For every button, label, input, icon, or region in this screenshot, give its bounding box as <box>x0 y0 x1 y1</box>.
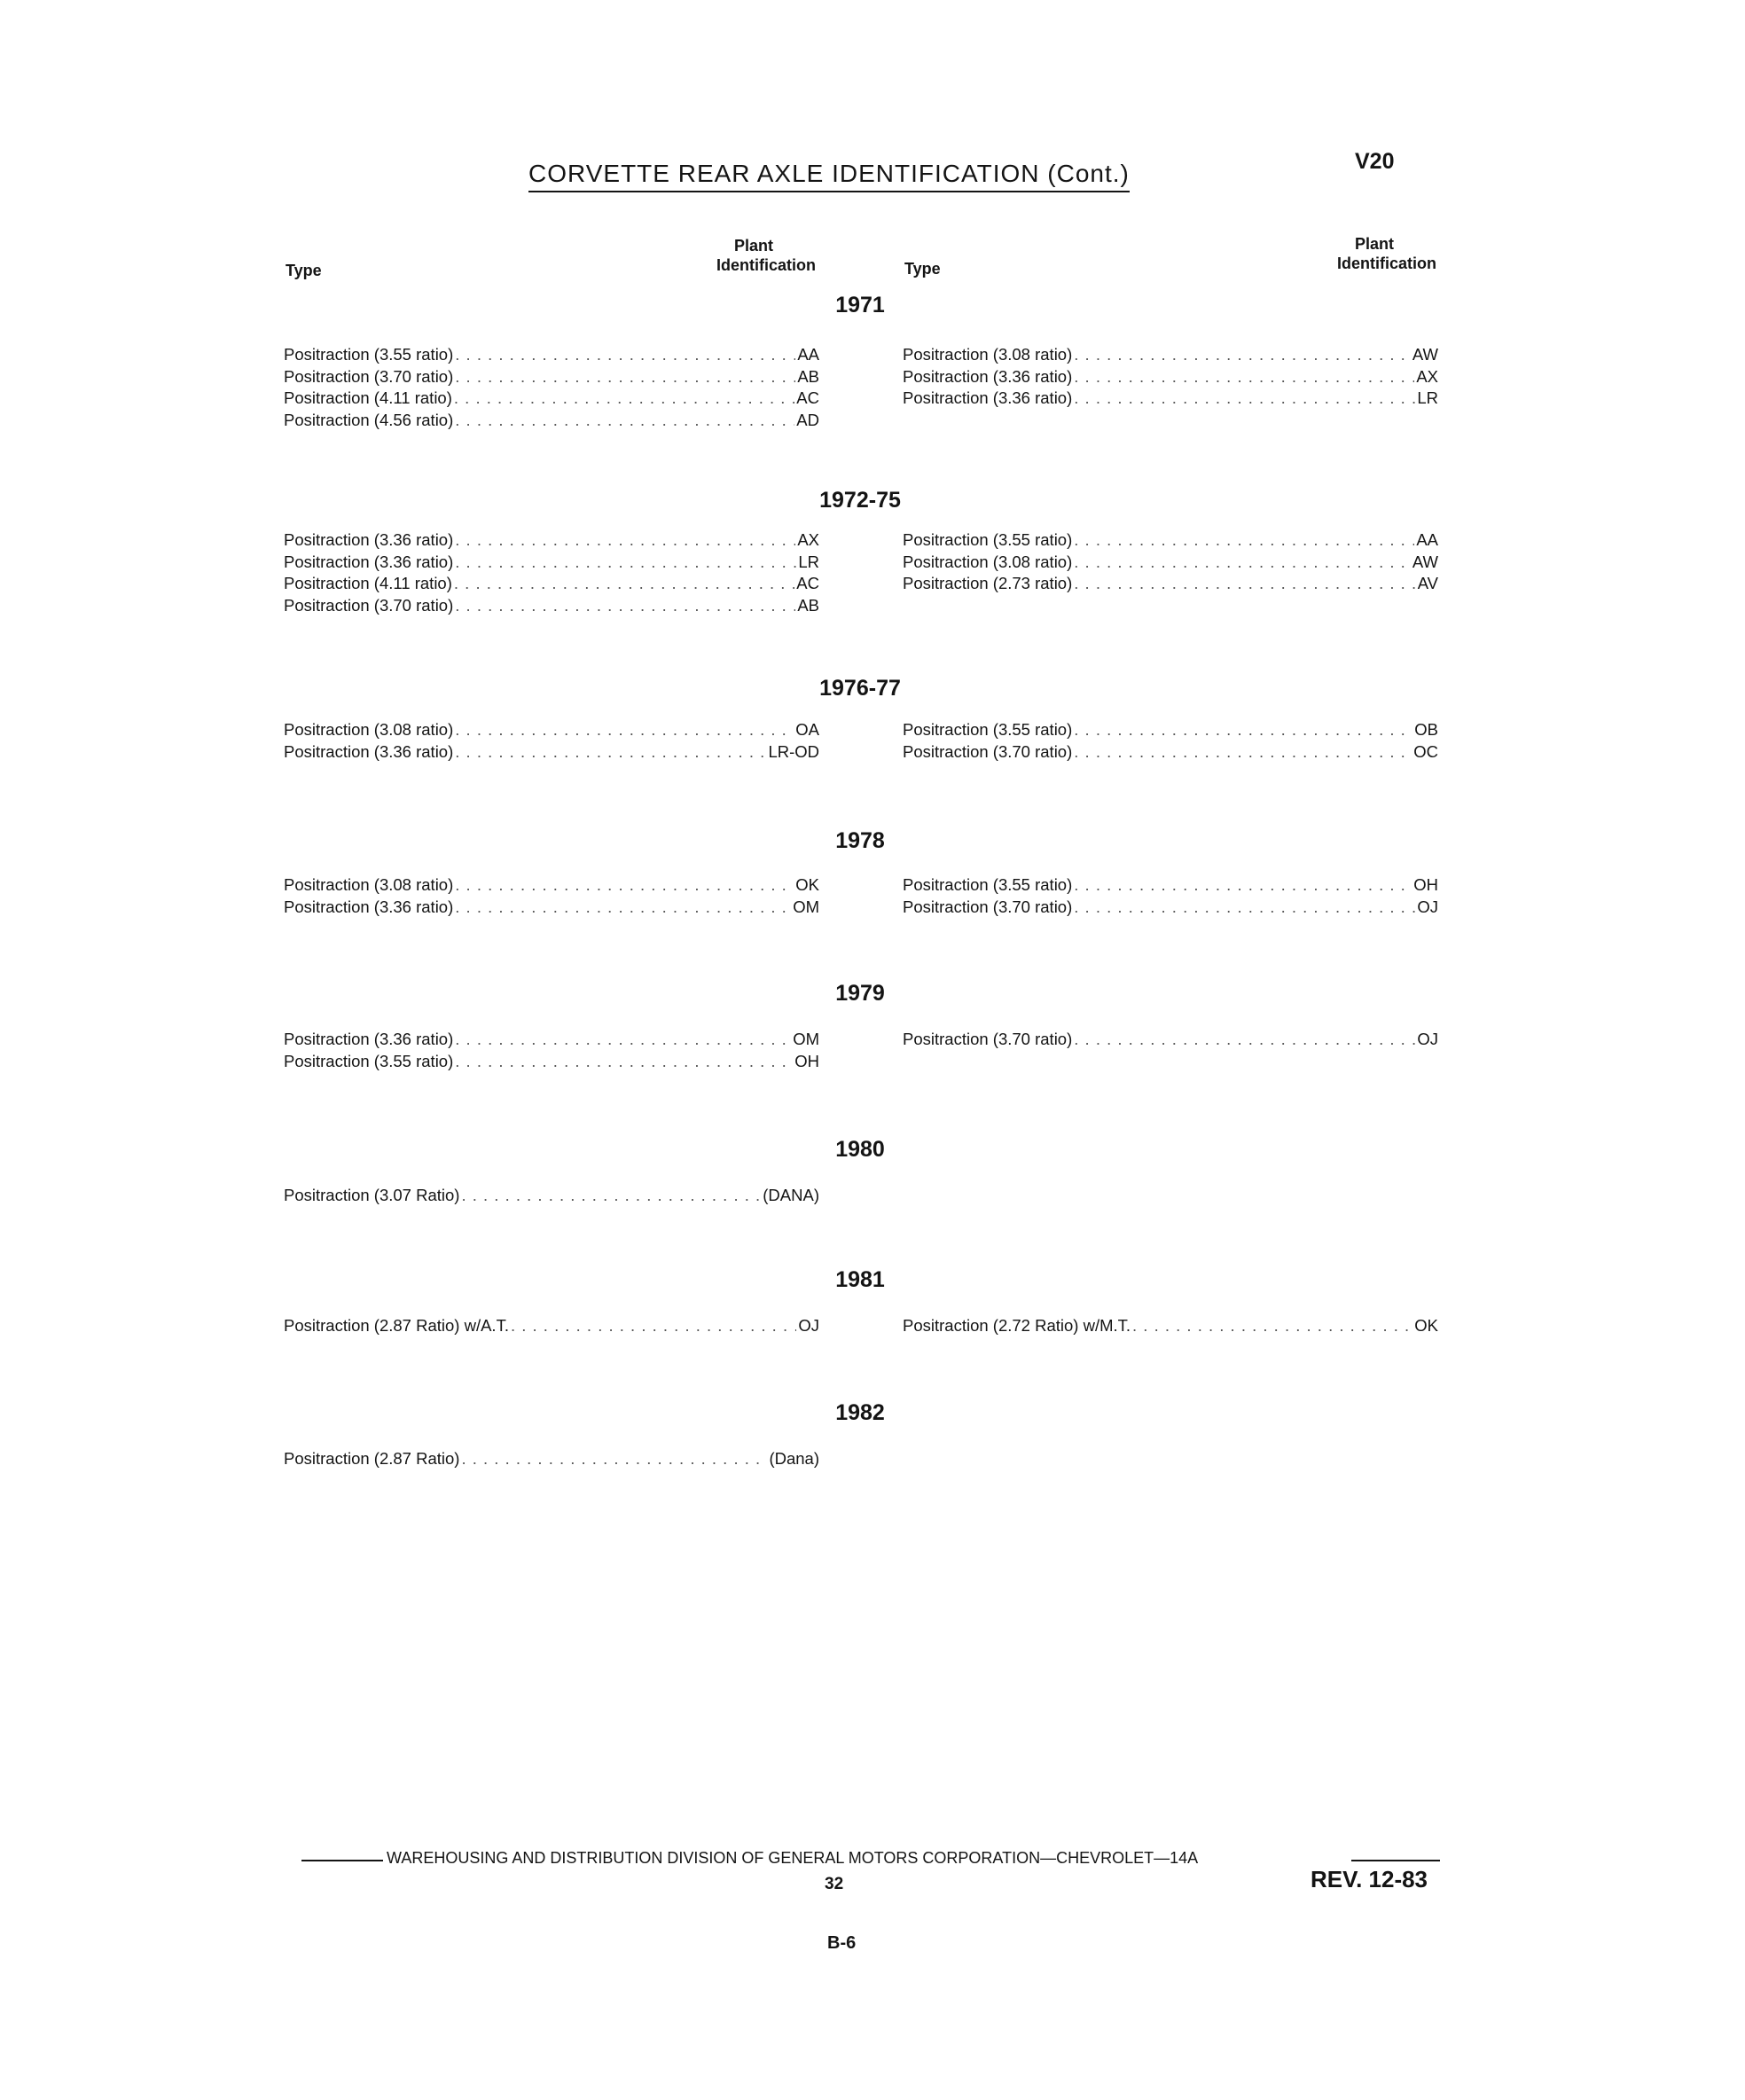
page-title: CORVETTE REAR AXLE IDENTIFICATION (Cont.) <box>528 160 1130 192</box>
dot-leader <box>454 573 794 595</box>
axle-entry-row <box>284 897 819 919</box>
axle-type: Positraction (2.87 Ratio) w/A.T. <box>284 1316 509 1335</box>
dot-leader <box>455 595 795 617</box>
dot-leader <box>454 388 794 410</box>
header-type-right: Type <box>904 260 941 278</box>
dot-leader <box>455 719 794 741</box>
dot-leader <box>455 897 791 919</box>
plant-identification-code: OK <box>1414 1316 1438 1335</box>
dot-leader <box>455 366 795 388</box>
plant-identification-code: OJ <box>1417 897 1438 916</box>
revision: REV. 12-83 <box>1311 1866 1428 1892</box>
axle-entry-row <box>284 1029 819 1051</box>
plant-identification-code: (Dana) <box>769 1449 819 1468</box>
plant-identification-code: OJ <box>798 1316 819 1335</box>
header-plant-left-line2: Identification <box>716 256 816 274</box>
axle-entry-row <box>903 388 1438 410</box>
axle-type: Positraction (3.07 Ratio) <box>284 1186 460 1204</box>
plant-identification-code: AA <box>1416 530 1438 549</box>
plant-identification-code: AA <box>797 345 819 364</box>
dot-leader <box>455 1029 791 1051</box>
axle-type: Positraction (3.08 ratio) <box>284 720 454 739</box>
axle-entry-row <box>903 1029 1438 1051</box>
year-heading: 1982 <box>835 1400 885 1425</box>
dot-leader <box>1132 1315 1412 1337</box>
footer-text: WAREHOUSING AND DISTRIBUTION DIVISION OF GENERAL MOTORS CORPORATION—CHEVROLET—14A <box>387 1849 1199 1867</box>
axle-entry-row <box>284 1315 819 1337</box>
plant-identification-code: AV <box>1417 574 1438 592</box>
dot-leader <box>1074 388 1415 410</box>
axle-entry-row <box>284 573 819 595</box>
axle-type: Positraction (2.73 ratio) <box>903 574 1073 592</box>
year-heading: 1972-75 <box>819 488 901 513</box>
axle-entry-row <box>284 1448 819 1470</box>
header-plant-left <box>656 236 816 275</box>
dot-leader <box>1074 344 1411 366</box>
plant-identification-code: OM <box>793 897 819 916</box>
plant-identification-code: OH <box>794 1051 819 1070</box>
axle-entry-row <box>284 874 819 897</box>
plant-identification-code: OC <box>1413 741 1438 761</box>
axle-type: Positraction (3.70 ratio) <box>284 595 454 615</box>
axle-type: Positraction (3.70 ratio) <box>903 1030 1073 1048</box>
dot-leader <box>455 344 795 366</box>
plant-identification-code: AW <box>1412 552 1438 571</box>
axle-type: Positraction (3.36 ratio) <box>284 552 454 571</box>
header-type-left: Type <box>286 262 322 279</box>
axle-type: Positraction (3.55 ratio) <box>903 875 1073 894</box>
plant-identification-code: OM <box>793 1030 819 1048</box>
dot-leader <box>1074 719 1412 741</box>
plant-identification-code: OJ <box>1417 1030 1438 1048</box>
axle-entry-row <box>903 719 1438 741</box>
plant-identification-code: OH <box>1413 875 1438 894</box>
axle-entry-row <box>284 719 819 741</box>
axle-type: Positraction (3.08 ratio) <box>903 552 1073 571</box>
plant-identification-code: AD <box>796 410 819 429</box>
axle-entry-row <box>903 344 1438 366</box>
plant-identification-code: LR-OD <box>768 741 819 761</box>
axle-type: Positraction (3.36 ratio) <box>903 388 1073 407</box>
axle-entry-row <box>903 874 1438 897</box>
axle-entry-row <box>903 573 1438 595</box>
axle-type: Positraction (3.55 ratio) <box>284 345 454 364</box>
footer-rule-right <box>1351 1860 1440 1861</box>
axle-entry-row <box>284 388 819 410</box>
dot-leader <box>1074 573 1415 595</box>
dot-leader <box>511 1315 796 1337</box>
plant-identification-code: LR <box>1417 388 1438 407</box>
axle-entry-row <box>284 410 819 432</box>
year-heading: 1981 <box>835 1267 885 1292</box>
dot-leader <box>455 410 794 432</box>
axle-type: Positraction (3.36 ratio) <box>284 530 454 549</box>
footer-rule-left <box>301 1860 383 1861</box>
dot-leader <box>1074 1029 1415 1051</box>
year-heading: 1978 <box>835 828 885 853</box>
plant-identification-code: OB <box>1414 720 1438 739</box>
axle-entry-row <box>284 1185 819 1207</box>
plant-identification-code: AC <box>796 574 819 592</box>
sheet-number: B-6 <box>827 1933 857 1953</box>
plant-identification-code: AX <box>797 530 819 549</box>
axle-type: Positraction (3.55 ratio) <box>903 530 1073 549</box>
axle-type: Positraction (3.55 ratio) <box>903 720 1073 739</box>
axle-entry-row <box>284 1051 819 1073</box>
axle-type: Positraction (3.08 ratio) <box>903 345 1073 364</box>
header-plant-right-line1: Plant <box>1354 235 1394 253</box>
axle-type: Positraction (3.36 ratio) <box>284 1030 454 1048</box>
axle-entry-row <box>903 897 1438 919</box>
dot-leader <box>455 529 795 552</box>
axle-type: Positraction (3.70 ratio) <box>903 741 1073 761</box>
axle-type: Positraction (2.87 Ratio) <box>284 1449 460 1468</box>
header-plant-right <box>1277 234 1436 273</box>
dot-leader <box>1074 366 1414 388</box>
plant-identification-code: AB <box>797 595 819 615</box>
dot-leader <box>1074 741 1412 764</box>
dot-leader <box>455 552 796 574</box>
axle-type: Positraction (3.36 ratio) <box>284 897 454 916</box>
dot-leader <box>1074 552 1411 574</box>
section-code: V20 <box>1355 149 1395 174</box>
axle-entry-row <box>903 366 1438 388</box>
header-plant-left-line1: Plant <box>733 237 773 255</box>
axle-type: Positraction (3.08 ratio) <box>284 875 454 894</box>
axle-entry-row <box>284 344 819 366</box>
axle-entry-row <box>903 552 1438 574</box>
axle-entry-row <box>284 552 819 574</box>
axle-type: Positraction (4.56 ratio) <box>284 410 454 429</box>
plant-identification-code: AW <box>1412 345 1438 364</box>
plant-identification-code: AX <box>1416 366 1438 386</box>
year-heading: 1980 <box>835 1137 885 1162</box>
axle-entry-row <box>284 595 819 617</box>
year-heading: 1979 <box>835 981 885 1006</box>
year-heading: 1971 <box>835 293 885 317</box>
year-heading: 1976-77 <box>819 676 901 701</box>
axle-type: Positraction (3.36 ratio) <box>903 366 1073 386</box>
axle-entry-row <box>903 529 1438 552</box>
plant-identification-code: AB <box>797 366 819 386</box>
axle-type: Positraction (3.55 ratio) <box>284 1051 454 1070</box>
page-number: 32 <box>825 1875 844 1893</box>
header-plant-right-line2: Identification <box>1337 255 1436 272</box>
dot-leader <box>1074 874 1412 897</box>
axle-type: Positraction (3.70 ratio) <box>903 897 1073 916</box>
axle-entry-row <box>284 529 819 552</box>
axle-entry-row <box>284 741 819 764</box>
dot-leader <box>455 874 794 897</box>
axle-type: Positraction (4.11 ratio) <box>284 574 452 592</box>
plant-identification-code: OK <box>795 875 819 894</box>
dot-leader <box>1074 897 1415 919</box>
dot-leader <box>455 741 766 764</box>
axle-type: Positraction (3.36 ratio) <box>284 741 454 761</box>
plant-identification-code: OA <box>795 720 819 739</box>
dot-leader <box>461 1448 767 1470</box>
dot-leader <box>461 1185 761 1207</box>
axle-entry-row <box>903 741 1438 764</box>
plant-identification-code: LR <box>798 552 819 571</box>
plant-identification-code: (DANA) <box>763 1186 819 1204</box>
dot-leader <box>455 1051 793 1073</box>
axle-entry-row <box>284 366 819 388</box>
axle-entry-row <box>903 1315 1438 1337</box>
axle-type: Positraction (2.72 Ratio) w/M.T. <box>903 1316 1131 1335</box>
dot-leader <box>1074 529 1414 552</box>
plant-identification-code: AC <box>796 388 819 407</box>
axle-type: Positraction (3.70 ratio) <box>284 366 454 386</box>
axle-type: Positraction (4.11 ratio) <box>284 388 452 407</box>
